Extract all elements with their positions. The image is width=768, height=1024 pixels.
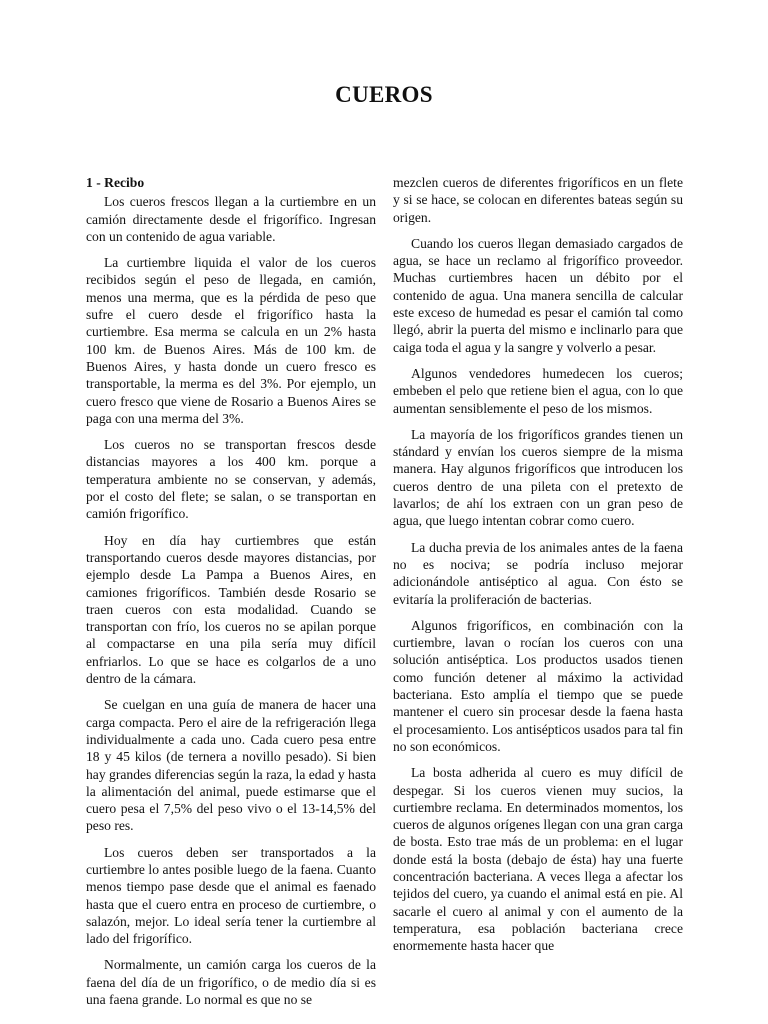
left-column bbox=[86, 174, 376, 1017]
paragraph: Algunos vendedores humedecen los cueros; embeben el pelo que retiene bien el agua, con lo que aumentan sensiblemente el peso de los mismos. bbox=[393, 365, 683, 416]
paragraph: Los cueros frescos llegan a la curtiembre en un camión directamente desde el frigorífico. Ingresan con un contenido de agua variable. bbox=[86, 194, 376, 244]
paragraph: Normalmente, un camión carga los cueros de la faena del día de un frigorífico, o de medio día si es una faena grande. Lo normal es que no se bbox=[86, 957, 376, 1008]
paragraph: Cuando los cueros llegan demasiado cargados de agua, se hace un reclamo al frigorífico proveedor. Muchas curtiembres hacen un débito por el contenido de agua. Una manera sencilla de calcular este exceso de humedad es pesar el camión tal como llegó, abrir la puerta del mismo e inclinarlo para que caiga toda el agua y la sangre y volverlo a pesar. bbox=[393, 235, 683, 355]
paragraph: La curtiembre liquida el valor de los cueros recibidos según el peso de llegada, en camión, menos una merma, que es la pérdida de peso que sufre el cuero desde el frigorífico hasta la curtiembre. Esa merma se calcula en un 2% hasta 100 km. de Buenos Aires. Más de 100 km. de Buenos Aires, y hasta donde un cuero fresco es transportable, la merma es del 3%. Por ejemplo, un cuero fresco que viene de Rosario a Buenos Aires se paga con una merma del 3%. bbox=[86, 255, 376, 426]
paragraph: Hoy en día hay curtiembres que están transportando cueros desde mayores distancias, por ejemplo desde La Pampa a Buenos Aires, en camiones frigoríficos. También desde Rosario se traen cueros con esta modalidad. Cuando se transportan con frío, los cueros no se apilan porque al compactarse en una pila sería muy difícil enfriarlos. Lo que se hace es colgarlos de a uno dentro de la cámara. bbox=[86, 532, 376, 687]
paragraph: Algunos frigoríficos, en combinación con la curtiembre, lavan o rocían los cueros con una solución antiséptica. Los productos usados tienen como función detener al máximo la actividad bacteriana. Esto amplía el tiempo que se puede mantener el cuero sin procesar desde la faena hasta el procesamiento. Los antisépticos usados para tal fin no son económicos. bbox=[393, 617, 683, 754]
paragraph-continuation: mezclen cueros de diferentes frigoríficos en un flete y si se hace, se colocan en diferentes bateas según su origen. bbox=[393, 175, 683, 225]
paragraph: La ducha previa de los animales antes de la faena no es nociva; se podría incluso mejorar adicionándole antiséptico al agua. Con ésto se evitaría la proliferación de bacterias. bbox=[393, 539, 683, 607]
paragraph: Los cueros deben ser transportados a la curtiembre lo antes posible luego de la faena. Cuanto menos tiempo pase desde que el animal es faenado hasta que el cuero entra en proceso de curtiembre, o salazón, mejor. Lo ideal sería tener la curtiembre al lado del frigorífico. bbox=[86, 844, 376, 947]
page-title: CUEROS bbox=[335, 82, 433, 107]
paragraph: Los cueros no se transportan frescos desde distancias mayores a los 400 km. porque a temperatura ambiente no se conservan, y además, por el costo del flete; se salan, o se transportan en camión frigorífico. bbox=[86, 437, 376, 522]
section-heading: 1 - Recibo bbox=[86, 175, 145, 190]
paragraph: Se cuelgan en una guía de manera de hacer una carga compacta. Pero el aire de la refrigeración llega individualmente a cada uno. Cada cuero pesa entre 18 y 45 kilos (de ternera a novillo pesado). Si bien hay grandes diferencias según la raza, la edad y hasta la alimentación del animal, puede estimarse que el cuero pesa el 7,5% del peso vivo o el 13-14,5% del peso res. bbox=[86, 697, 376, 834]
paragraph: La mayoría de los frigoríficos grandes tienen un stándard y envían los cueros siempre de la misma manera. Hay algunos frigoríficos que introducen los cueros dentro de una pileta con el pretexto de lavarlos; de ahí los extraen con un gran peso de agua, que luego intentan cobrar como cuero. bbox=[393, 426, 683, 529]
paragraph: La bosta adherida al cuero es muy difícil de despegar. Si los cueros vienen muy sucios, la curtiembre reclama. En determinados momentos, los cueros de algunos orígenes llegan con una gran carga de bosta. Esto trae más de un problema: en el lugar donde está la bosta (debajo de ésta) hay una fuerte concentración bacteriana. A veces llega a afectar los tejidos del cuero, ya cuando el animal está en pie. Al sacarle el cuero al animal y con el aumento de la temperatura, esa población bacteriana crece enormemente hasta hacer que bbox=[393, 765, 683, 954]
right-column bbox=[393, 174, 683, 963]
